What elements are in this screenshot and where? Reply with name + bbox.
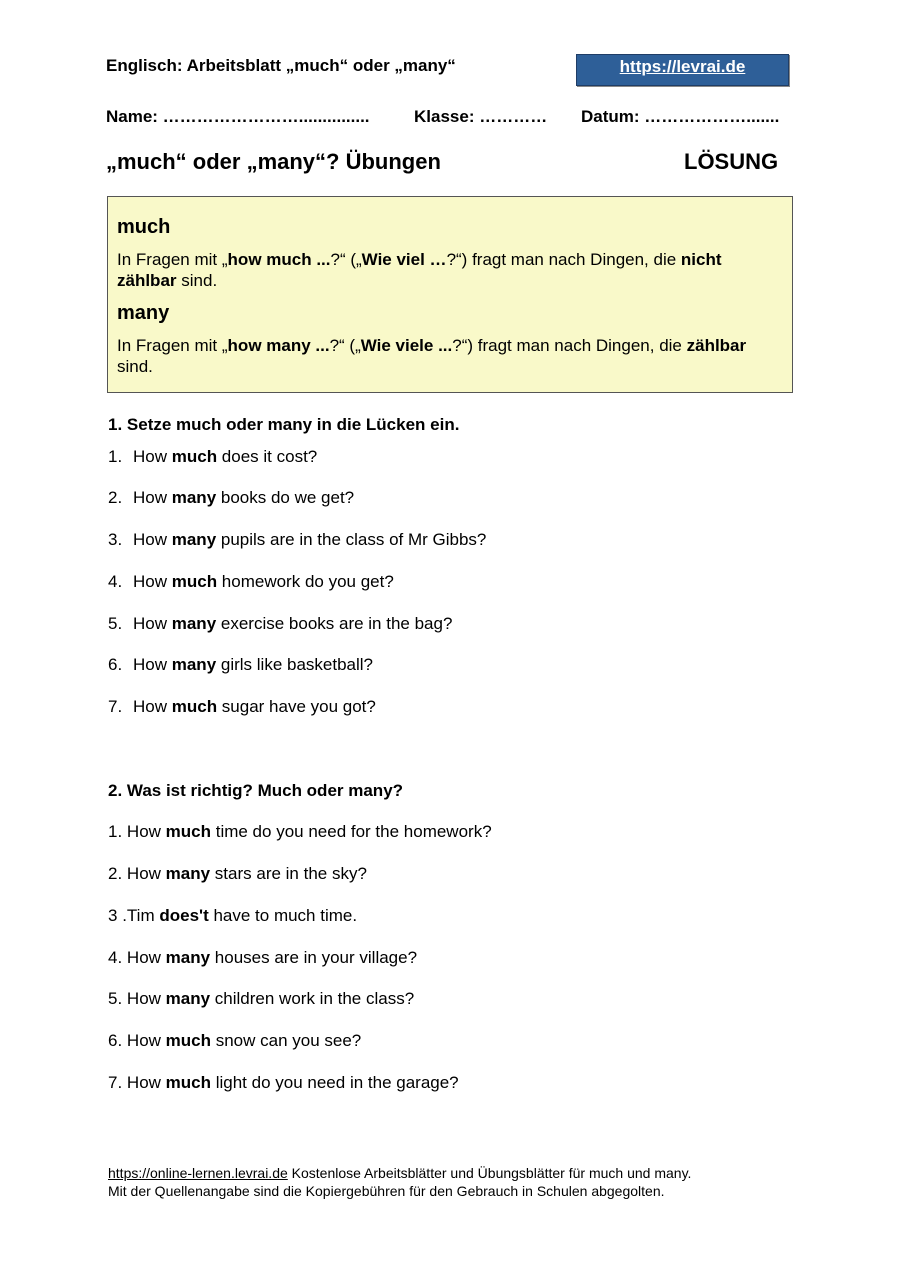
exercise2-item: 4. How many houses are in your village? xyxy=(108,948,418,967)
name-field: Name: ……………………............... xyxy=(106,107,370,126)
exercise2-item: 1. How much time do you need for the homework? xyxy=(108,822,492,841)
footer-line-2: Mit der Quellenangabe sind die Kopiergebühren für den Gebrauch in Schulen abgegolten. xyxy=(108,1183,665,1199)
exercise2-item: 7. How much light do you need in the garage? xyxy=(108,1073,459,1092)
footer-link[interactable]: https://online-lernen.levrai.de xyxy=(108,1165,288,1181)
worksheet-header-title: Englisch: Arbeitsblatt „much“ oder „many“ xyxy=(106,56,456,75)
website-link[interactable]: https://levrai.de xyxy=(619,57,746,76)
footer xyxy=(108,1164,691,1200)
footer-line-1: https://online-lernen.levrai.de Kostenlose Arbeitsblätter und Übungsblätter für much und many. xyxy=(108,1165,692,1181)
much-explanation: In Fragen mit „how much ...?“ („Wie viel …?“) fragt man nach Dingen, die nicht zählbar sind. xyxy=(117,250,722,290)
exercise2-item: 2. How many stars are in the sky? xyxy=(108,864,367,883)
exercise2-item: 6. How much snow can you see? xyxy=(108,1031,362,1050)
exercise2-item: 3 .Tim does't have to much time. xyxy=(108,906,358,925)
solution-label: LÖSUNG xyxy=(684,149,779,174)
page-title: „much“ oder „many“? Übungen xyxy=(106,149,441,174)
much-heading: much xyxy=(117,216,171,238)
exercise2-title: 2. Was ist richtig? Much oder many? xyxy=(108,781,404,800)
info-box xyxy=(107,196,793,393)
website-link-box[interactable] xyxy=(576,54,789,86)
many-explanation: In Fragen mit „how many ...?“ („Wie viele ...?“) fragt man nach Dingen, die zählbar sind. xyxy=(117,336,747,376)
exercise1-item: 4. How much homework do you get? xyxy=(108,572,394,591)
exercise1-item: 2. How many books do we get? xyxy=(108,488,355,507)
exercise1-item: 3. How many pupils are in the class of Mr Gibbs? xyxy=(108,530,487,549)
klasse-field: Klasse: ………… xyxy=(414,107,548,126)
exercise1-item: 7. How much sugar have you got? xyxy=(108,697,376,716)
exercise2-item: 5. How many children work in the class? xyxy=(108,989,415,1008)
many-heading: many xyxy=(117,302,170,324)
exercise1-item: 6. How many girls like basketball? xyxy=(108,655,374,674)
datum-field: Datum: ………………....... xyxy=(581,107,780,126)
exercise1-item: 5. How many exercise books are in the bag? xyxy=(108,614,453,633)
exercise1-title: 1. Setze much oder many in die Lücken ein. xyxy=(108,415,460,434)
exercise1-item: 1. How much does it cost? xyxy=(108,447,318,466)
